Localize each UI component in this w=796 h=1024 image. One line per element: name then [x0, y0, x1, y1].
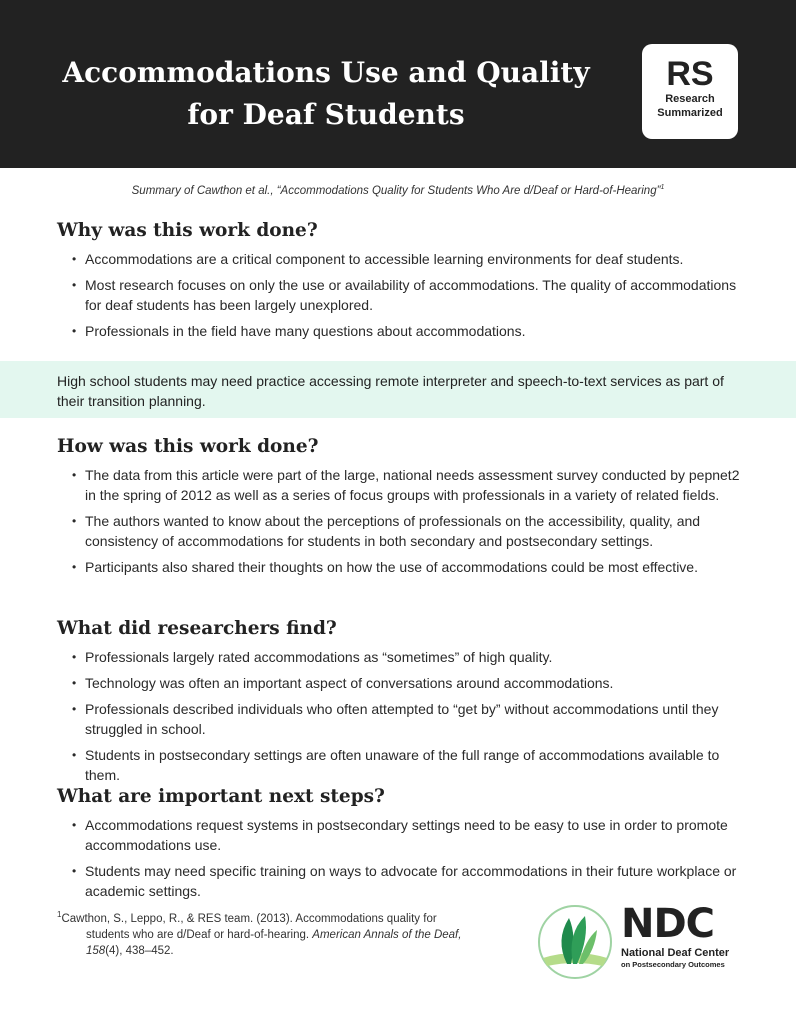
- summary-text: Summary of Cawthon et al., “Accommodations Quality for Students Who Are d/Deaf or Hard-of-Hearing”: [131, 184, 661, 197]
- section-how-title: How was this work done?: [57, 436, 319, 457]
- badge-line-1: Research: [665, 93, 715, 105]
- rs-badge: [642, 44, 738, 139]
- badge-line-2: Summarized: [657, 107, 723, 119]
- section-next-title: What are important next steps?: [57, 786, 385, 807]
- header-banner: [0, 0, 796, 168]
- title-line-1: Accommodations Use and Quality: [62, 56, 590, 89]
- section-how: [57, 435, 747, 583]
- logo-name: National Deaf Center: [621, 947, 730, 959]
- list-item: • Accommodations request systems in postsecondary settings need to be easy to use in order to promote accommodations use.: [57, 815, 747, 855]
- list-item: • The data from this article were part of the large, national needs assessment survey conducted by pepnet2 in the spring of 2012 as well as a series of focus groups with professionals in a variety of related fields.: [57, 465, 747, 505]
- list-item: • Students may need specific training on ways to advocate for accommodations in their future workplace or academic settings.: [57, 861, 747, 901]
- section-next: [57, 785, 747, 907]
- list-item: • The authors wanted to know about the perceptions of professionals on the accessibility, quality, and consistency of accommodations for students in both secondary and postsecondary settings.: [57, 511, 747, 551]
- footnote-volume: 158: [86, 944, 106, 957]
- summary-footnote-mark: 1: [660, 184, 665, 191]
- list-item: • Professionals largely rated accommodations as “sometimes” of high quality.: [57, 647, 747, 667]
- section-why-list: [57, 249, 747, 341]
- section-next-list: [57, 815, 747, 901]
- title-line-2: for Deaf Students: [187, 98, 465, 131]
- section-why: [57, 219, 747, 347]
- section-how-list: [57, 465, 747, 577]
- section-why-title: Why was this work done?: [57, 220, 318, 241]
- footnote: [57, 907, 497, 959]
- logo-abbreviation: NDC: [621, 901, 715, 947]
- page-title: [20, 52, 632, 136]
- footnote-line-2: students who are d/Deaf or hard-of-hearing.: [86, 928, 313, 941]
- badge-code: RS: [666, 55, 714, 93]
- list-item: • Most research focuses on only the use or availability of accommodations. The quality of accommodations for deaf students has been largely unexplored.: [57, 275, 747, 315]
- footnote-pages: (4), 438–452.: [105, 944, 174, 957]
- ndc-leaf-icon: [537, 904, 613, 980]
- list-item: • Students in postsecondary settings are often unaware of the full range of accommodations available to them.: [57, 745, 747, 785]
- logo-subtitle: on Postsecondary Outcomes: [621, 960, 725, 969]
- list-item: • Technology was often an important aspect of conversations around accommodations.: [57, 673, 747, 693]
- summary-line: [0, 184, 796, 197]
- footnote-journal: American Annals of the Deaf,: [312, 928, 462, 941]
- section-find-title: What did researchers find?: [57, 618, 337, 639]
- list-item: • Participants also shared their thoughts on how the use of accommodations could be most effective.: [57, 557, 747, 577]
- ndc-logo: [537, 902, 747, 984]
- callout-box: High school students may need practice accessing remote interpreter and speech-to-text services as part of their transition planning.: [0, 361, 796, 418]
- list-item: • Professionals in the field have many questions about accommodations.: [57, 321, 747, 341]
- section-find-list: [57, 647, 747, 785]
- section-find: [57, 617, 747, 791]
- footnote-mark: 1: [57, 910, 62, 919]
- footnote-line-1: Cawthon, S., Leppo, R., & RES team. (2013). Accommodations quality for: [61, 912, 437, 925]
- list-item: • Professionals described individuals who often attempted to “get by” without accommodations until they struggled in school.: [57, 699, 747, 739]
- list-item: • Accommodations are a critical component to accessible learning environments for deaf students.: [57, 249, 747, 269]
